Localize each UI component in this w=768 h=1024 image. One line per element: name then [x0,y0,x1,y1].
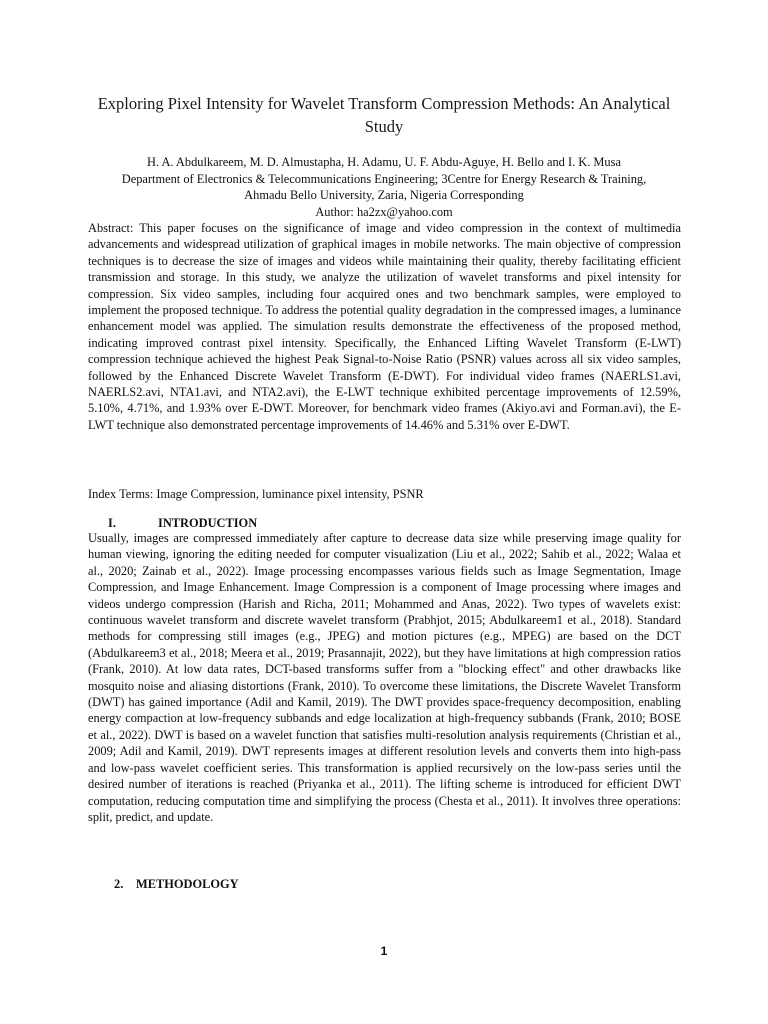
section-title: INTRODUCTION [158,516,258,530]
section-number: 2. [114,877,124,891]
corresponding-author: Author: ha2zx@yahoo.com [315,204,453,219]
section-heading-methodology [114,876,239,892]
abstract: Abstract: This paper focuses on the significance of image and video compression in the context of multimedia advancements and widespread utilization of graphical images in mobile networks. The main objective of compression techniques is to decrease the size of images and videos while maintaining their quality, thereby facilitating efficient transmission and storage. In this study, we analyze the utilization of wavelet transforms and pixel intensity for compression. Six video samples, including four acquired ones and two benchmark samples, were employed to implement the proposed technique. To address the potential quality degradation in the compressed images, a luminance enhancement model was applied. The simulation results demonstrate the effectiveness of the proposed method, indicating improved contrast pixel intensity. Specifically, the Enhanced Lifting Wavelet Transform (E-LWT) compression technique achieved the highest Peak Signal-to-Noise Ratio (PSNR) values across all six video samples, followed by the Enhanced Discrete Wavelet Transform (E-DWT). For individual video frames (NAERLS1.avi, NAERLS2.avi, NTA1.avi, and NTA2.avi), the E-LWT technique exhibited percentage improvements of 12.59%, 5.10%, 4.71%, and 1.93% over E-DWT. Moreover, for benchmark video frames (Akiyo.avi and Forman.avi), the E-LWT technique also demonstrated percentage improvements of 14.46% and 5.31% over E-DWT. [88,221,681,432]
section-title: METHODOLOGY [136,877,239,891]
paper-title: Exploring Pixel Intensity for Wavelet Transform Compression Methods: An Analytical Study [97,94,671,136]
page-number: 1 [380,944,388,958]
author-block [92,154,676,220]
affiliation-line-1: Department of Electronics & Telecommunications Engineering; 3Centre for Energy Research & Training, [121,171,647,186]
author-list: H. A. Abdulkareem, M. D. Almustapha, H. Adamu, U. F. Abdu-Aguye, H. Bello and I. K. Musa [147,155,621,169]
section-number: I. [108,516,116,530]
introduction-body: Usually, images are compressed immediately after capture to decrease data size while preserving image quality for human viewing, ignoring the editing needed for computer visualization (Liu et al., 2022; Sahib et al., 2022; Walaa et al., 2020; Zainab et al., 2022). Image processing encompasses various fields such as Image Segmentation, Image Compression, and Image Enhancement. Image Compression is a component of Image processing where images and videos undergo compression (Harish and Richa, 2011; Mohammed and Anas, 2022). Two types of wavelets exist: continuous wavelet transform and discrete wavelet transform (Prabhjot, 2015; Abdulkareem1 et al., 2018). Standard methods for compressing still images (e.g., JPEG) and motion pictures (e.g., MPEG) are based on the DCT (Abdulkareem3 et al., 2018; Meera et al., 2019; Prasannajit, 2022), but they have limitations at high compression ratios (Frank, 2010). At low data rates, DCT-based transforms suffer from a "blocking effect" and other drawbacks like mosquito noise and aliasing distortions (Frank, 2010). To overcome these limitations, the Discrete Wavelet Transform (DWT) has gained importance (Adil and Kamil, 2019). The DWT provides space-frequency decomposition, enabling energy compaction at low-frequency subbands and edge localization at high-frequency subbands (Frank, 2010; BOSE et al., 2022). DWT is based on a wavelet function that satisfies multi-resolution analysis requirements (Christian et al., 2009; Adil and Kamil, 2019). DWT represents images at different resolution levels and converts them into high-pass and low-pass wavelet coefficient series. This transformation is applied recursively on the low-pass series until the desired number of iterations is reached (Priyanka et al., 2011). The lifting scheme is introduced for efficient DWT computation, reducing computation time and simplifying the process (Chesta et al., 2011). It involves three operations: split, predict, and update. [88,531,681,824]
index-terms: Index Terms: Image Compression, luminance pixel intensity, PSNR [88,487,424,501]
section-heading-introduction [108,515,257,531]
affiliation-line-2: Ahmadu Bello University, Zaria, Nigeria Corresponding [244,188,524,202]
